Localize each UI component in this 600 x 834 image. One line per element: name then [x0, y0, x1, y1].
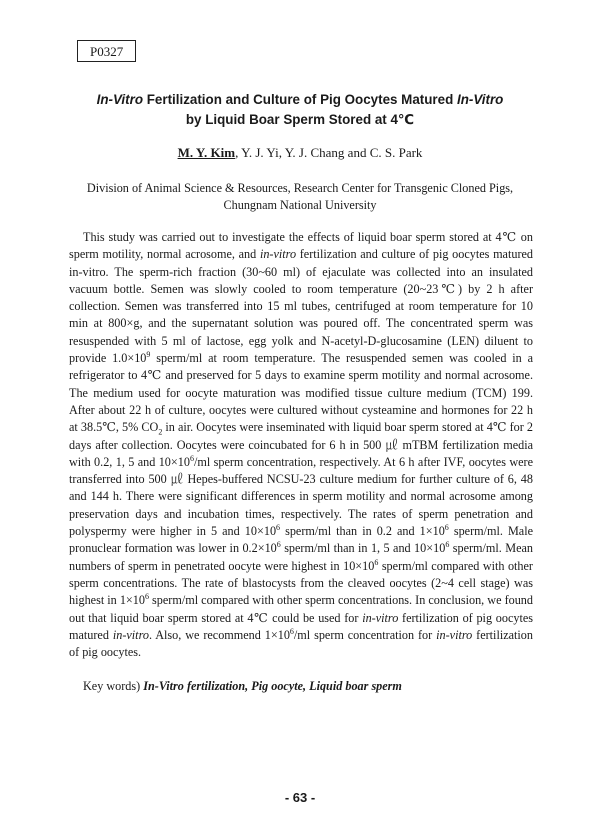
page-number: - 63 -	[284, 790, 316, 805]
presenting-author: M. Y. Kim	[177, 145, 236, 160]
keywords-line	[83, 678, 402, 694]
paper-title	[60, 90, 540, 130]
abstract-body	[69, 229, 533, 661]
title-text: Fertilization and Culture of Pig Oocytes Matured	[143, 92, 457, 107]
co-authors: , Y. J. Yi, Y. J. Chang and C. S. Park	[235, 145, 423, 160]
affiliation-line-1: Division of Animal Science & Resources, Research Center for Transgenic Cloned Pigs,	[86, 181, 514, 195]
title-line-2: by Liquid Boar Sperm Stored at 4℃	[185, 112, 415, 127]
author-list	[60, 145, 540, 161]
abstract-paragraph: This study was carried out to investigate the effects of liquid boar sperm stored at 4℃ on sperm motility, normal acrosome, and in-vitro fertilization and culture of pig oocytes matured in-vitro. The sperm-rich fraction (30~60 ml) of ejaculate was collected into an insulated vacuum bottle. Semen was slowly cooled to room temperature (20~23℃) by 2 h after collection. Semen was transferred into 15 ml tubes, centrifuged at room temperature for 10 min at 800×g, and the supernatant solution was poured off. The concentrated sperm was resuspended with 5 ml of lactose, egg yolk and N-acetyl-D-glucosamine (LEN) diluent to provide $1.0\times 10^9$ sperm/ml at room temperature. The resuspended semen was cooled in a refrigerator to 4℃ and preserved for 5 days to examine sperm motility and normal acrosome. The medium used for oocyte maturation was modified tissue culture medium (TCM) 199. After about 22 h of culture, oocytes were cultured without cysteamine and hormones for 22 h at 38.5℃, 5% $CO_2$ in air. Oocytes were inseminated with liquid boar sperm stored at 4℃ for 2 days after collection. Oocytes were coincubated for 6 h in 500 ㎕ mTBM fertilization media with 0.2, 1, 5 and $10\times 10^6/ml$ sperm concentration, respectively. At 6 h after IVF, oocytes were transferred into 500 ㎕ Hepes-buffered NCSU-23 culture medium for further culture of 6, 48 and 144 h. There were significant differences in sperm motility and normal acrosome among preservation days and incubation times, respectively. The rates of sperm penetration and polyspermy were higher in 5 and $10\times 10^6$ sperm/ml than in 0.2 and $1\times 10^6$ sperm/ml. Male pronuclear formation was lower in $0.2\times 10^6$ sperm/ml than in 1, 5 and $10\times 10^6$ sperm/ml. Mean numbers of sperm in penetrated oocyte were highest in $10\times 10^6$ sperm/ml compared with other sperm concentrations. The rate of blastocysts from the cleaved oocytes (2~4 cell stage) was highest in $1\times 10^6$ sperm/ml compared with other sperm concentrations. In conclusion, we found out that liquid boar sperm stored at 4℃ could be used for in-vitro fertilization of pig oocytes matured in-vitro. Also, we recommend $1\times 10^6/ml$ sperm concentration for in-vitro fertilization of pig oocytes.	[69, 230, 534, 660]
title-italic-term: In-Vitro	[456, 92, 504, 107]
poster-code-box: P0327	[77, 40, 136, 62]
affiliation	[40, 180, 560, 214]
keywords-label: Key words)	[83, 679, 144, 693]
title-line-1	[60, 90, 540, 110]
keywords-terms: In-Vitro fertilization, Pig oocyte, Liquid boar sperm	[143, 679, 402, 693]
affiliation-line-2: Chungnam National University	[223, 198, 377, 212]
title-italic-term: In-Vitro	[96, 92, 144, 107]
